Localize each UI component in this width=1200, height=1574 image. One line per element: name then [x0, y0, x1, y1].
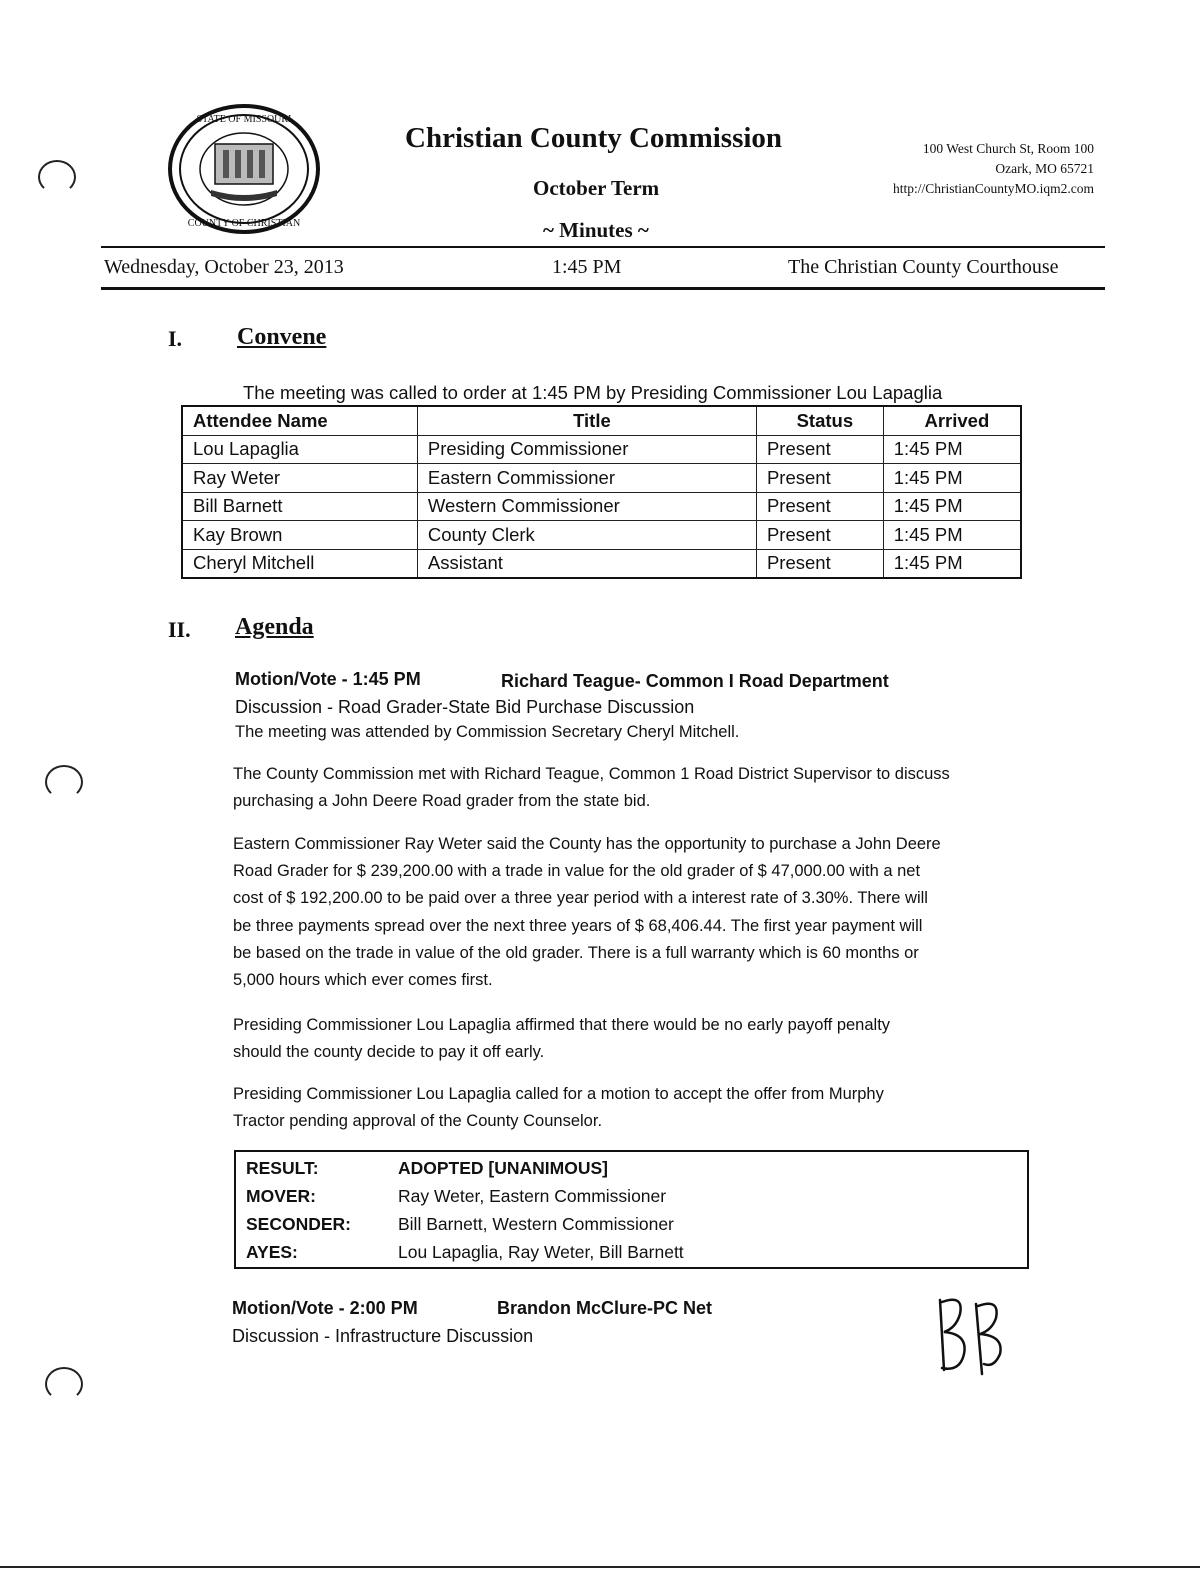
attendee-name: Ray Weter — [182, 464, 417, 493]
paragraph — [233, 761, 1063, 815]
attendee-status: Present — [756, 549, 883, 578]
attendee-status: Present — [756, 464, 883, 493]
discussion-line — [235, 697, 694, 718]
ayes-label: AYES: — [246, 1242, 298, 1262]
motion-time: 1:45 PM — [352, 669, 421, 689]
called-to-order-text: The meeting was called to order at 1:45 PM by Presiding Commissioner Lou Lapaglia — [243, 382, 943, 403]
discussion-topic: Road Grader-State Bid Purchase Discussion — [338, 697, 695, 717]
svg-text:COUNTY OF CHRISTIAN: COUNTY OF CHRISTIAN — [187, 218, 301, 229]
mover-value: Ray Weter, Eastern Commissioner — [398, 1186, 667, 1206]
result-label: RESULT: — [246, 1158, 319, 1178]
paragraph-line: should the county decide to pay it off early. — [233, 1043, 545, 1062]
attendee-table — [181, 405, 1022, 579]
minutes-label: ~ Minutes ~ — [543, 218, 649, 242]
paragraph — [233, 1012, 1063, 1066]
table-row — [182, 549, 1021, 578]
motion-time: 2:00 PM — [349, 1298, 418, 1318]
paragraph-line: The County Commission met with Richard Teague, Common 1 Road District Supervisor to discuss — [233, 765, 950, 783]
column-header: Attendee Name — [182, 406, 417, 435]
attendee-title: Eastern Commissioner — [417, 464, 756, 493]
section-title-agenda: Agenda — [235, 614, 314, 640]
section-title-convene: Convene — [237, 324, 327, 350]
attendee-arrived: 1:45 PM — [883, 464, 1021, 493]
attendee-title: Western Commissioner — [417, 492, 756, 521]
motion-vote-line — [232, 1298, 418, 1319]
mover-label: MOVER: — [246, 1186, 316, 1206]
meeting-time: 1:45 PM — [552, 256, 622, 278]
commission-title: Christian County Commission — [405, 122, 783, 154]
column-header: Title — [417, 406, 756, 435]
attendee-name: Kay Brown — [182, 521, 417, 550]
header-rule-top — [101, 246, 1105, 248]
svg-text:STATE OF MISSOURI: STATE OF MISSOURI — [196, 114, 292, 125]
paragraph-line: cost of $ 192,200.00 to be paid over a three year period with a interest rate of 3.30%. There will — [233, 889, 928, 908]
motion-presenter: Richard Teague- Common I Road Department — [501, 671, 889, 691]
table-row — [182, 492, 1021, 521]
address-line: 100 West Church St, Room 100 — [922, 141, 1094, 156]
seconder-label: SECONDER: — [246, 1214, 352, 1234]
motion-label: Motion/Vote - — [232, 1298, 345, 1318]
attendee-arrived: 1:45 PM — [883, 521, 1021, 550]
attendee-arrived: 1:45 PM — [883, 549, 1021, 578]
column-header: Arrived — [883, 406, 1021, 435]
attendee-name: Cheryl Mitchell — [182, 549, 417, 578]
bottom-scan-edge — [0, 1566, 1200, 1568]
attendee-status: Present — [756, 435, 883, 464]
hole-punch — [45, 765, 83, 799]
motion-presenter: Brandon McClure-PC Net — [497, 1298, 713, 1318]
attendee-title: County Clerk — [417, 521, 756, 550]
paragraph-line: 5,000 hours which ever comes first. — [233, 971, 493, 990]
ayes-value: Lou Lapaglia, Ray Weter, Bill Barnett — [398, 1242, 684, 1262]
column-header: Status — [756, 406, 883, 435]
discussion-topic: Infrastructure Discussion — [335, 1326, 534, 1346]
discussion-label: Discussion - — [232, 1326, 331, 1346]
handwritten-initials-signature — [930, 1290, 1010, 1380]
table-header-row — [182, 406, 1021, 435]
motion-vote-line — [235, 669, 421, 690]
attendee-title: Assistant — [417, 549, 756, 578]
attendee-arrived: 1:45 PM — [883, 435, 1021, 464]
paragraph-line: Presiding Commissioner Lou Lapaglia called for a motion to accept the offer from Murphy — [233, 1085, 884, 1103]
attendee-status: Present — [756, 492, 883, 521]
paragraph-line: be based on the trade in value of the old grader. There is a full warranty which is 60 months or — [233, 943, 919, 962]
header-rule-bottom — [101, 287, 1105, 290]
result-value: ADOPTED [UNANIMOUS] — [398, 1158, 608, 1178]
website-link: http://ChristianCountyMO.iqm2.com — [892, 181, 1094, 196]
section-number: I. — [168, 326, 183, 351]
paragraph-line: be three payments spread over the next three years of $ 68,406.44. The first year payment will — [233, 916, 923, 935]
meeting-date: Wednesday, October 23, 2013 — [104, 256, 344, 278]
attendee-name: Bill Barnett — [182, 492, 417, 521]
table-row — [182, 521, 1021, 550]
attended-text: The meeting was attended by Commission Secretary Cheryl Mitchell. — [235, 723, 740, 741]
discussion-label: Discussion - — [235, 697, 334, 717]
address-block — [860, 139, 1094, 199]
county-seal-logo — [167, 104, 322, 234]
vote-result-box — [234, 1150, 1029, 1269]
term-label: October Term — [533, 176, 660, 200]
discussion-line — [232, 1326, 533, 1347]
paragraph-line: Tractor pending approval of the County Counselor. — [233, 1112, 603, 1131]
hole-punch — [45, 1367, 83, 1401]
paragraph-line: purchasing a John Deere Road grader from the state bid. — [233, 792, 651, 811]
attendee-status: Present — [756, 521, 883, 550]
paragraph-line: Eastern Commissioner Ray Weter said the County has the opportunity to purchase a John Deere — [233, 835, 941, 853]
hole-punch — [38, 160, 76, 194]
paragraph — [233, 831, 1063, 994]
section-number: II. — [168, 617, 191, 642]
attendee-name: Lou Lapaglia — [182, 435, 417, 464]
table-row — [182, 435, 1021, 464]
table-row — [182, 464, 1021, 493]
address-city: Ozark, MO 65721 — [995, 161, 1094, 176]
motion-label: Motion/Vote - — [235, 669, 348, 689]
paragraph-line: Road Grader for $ 239,200.00 with a trade in value for the old grader of $ 47,000.00 with a net — [233, 862, 921, 881]
attendee-title: Presiding Commissioner — [417, 435, 756, 464]
paragraph — [233, 1081, 1063, 1135]
attendee-arrived: 1:45 PM — [883, 492, 1021, 521]
meeting-location: The Christian County Courthouse — [788, 256, 1059, 278]
paragraph-line: Presiding Commissioner Lou Lapaglia affirmed that there would be no early payoff penalty — [233, 1016, 891, 1034]
seconder-value: Bill Barnett, Western Commissioner — [398, 1214, 674, 1234]
